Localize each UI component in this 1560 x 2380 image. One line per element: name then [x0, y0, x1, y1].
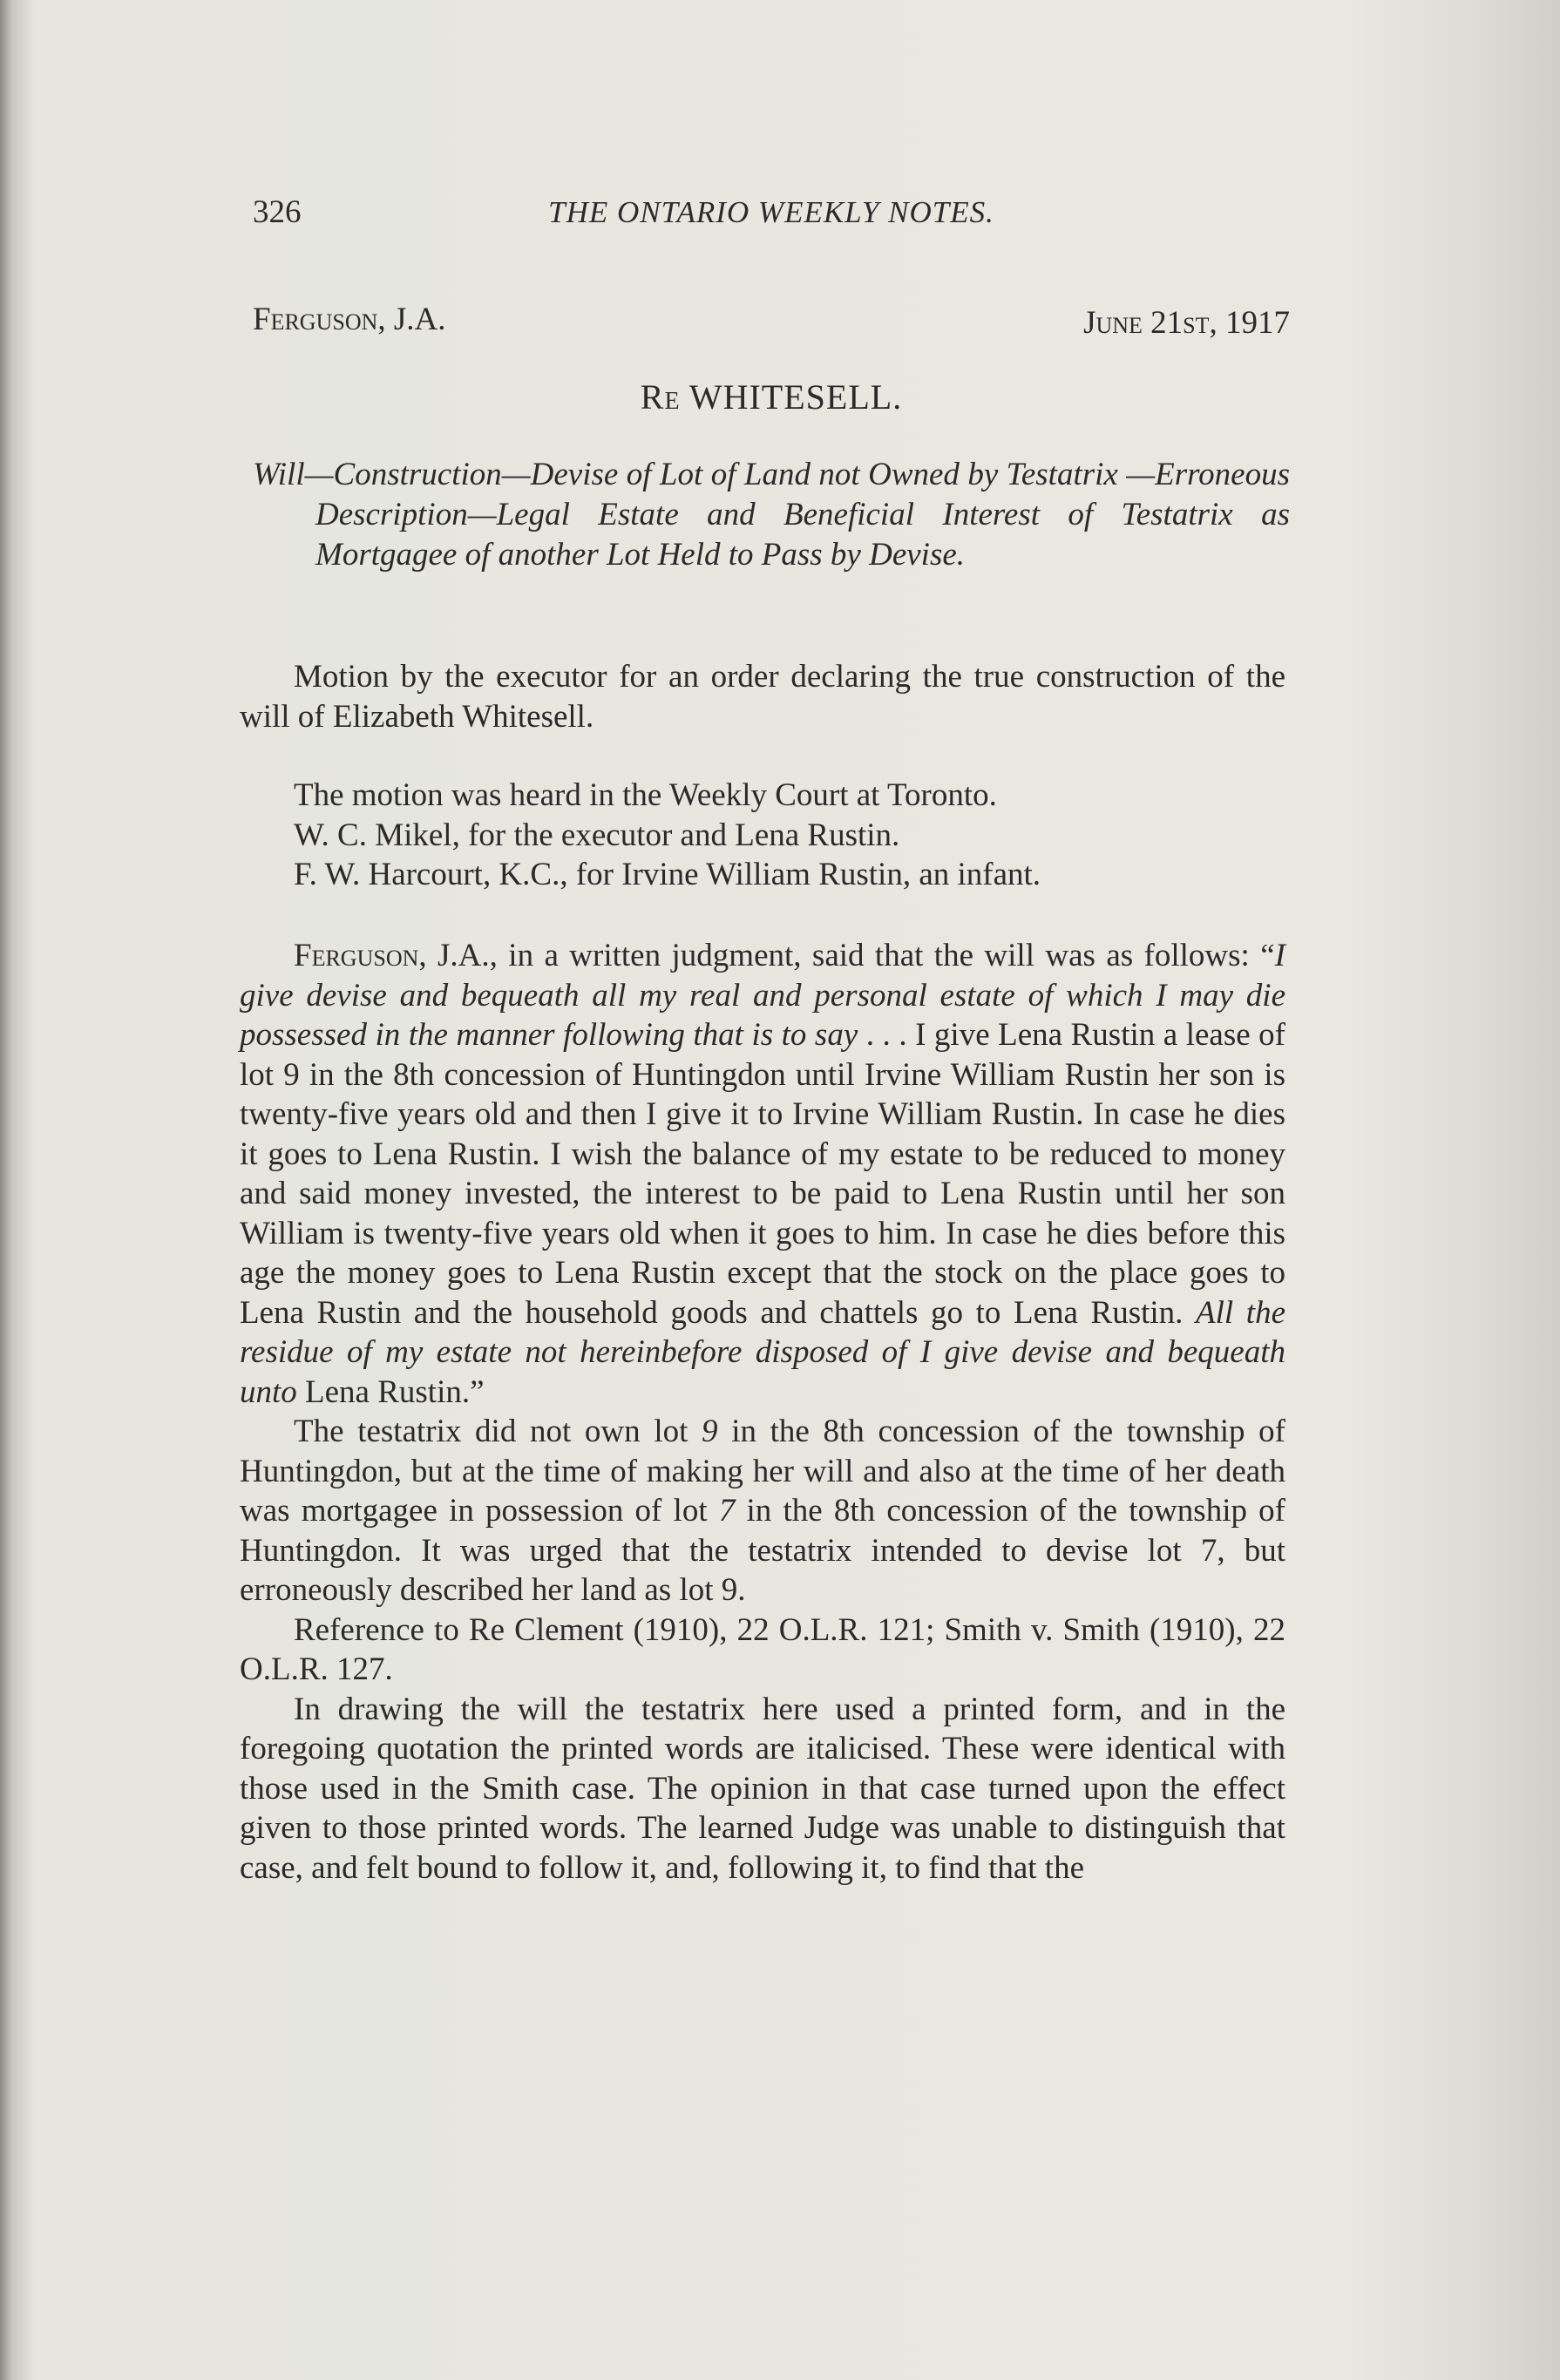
case-title-prefix: Re — [640, 377, 681, 417]
judgment-paragraph — [240, 1412, 1285, 1610]
motion-text: Motion by the executor for an order declaring the true construction of the will of Elizabeth Whitesell. — [240, 659, 1285, 735]
lot-number: 9 — [702, 1414, 718, 1449]
printed-form-text: I give devise and bequeath all my real and personal estate of which I may die possessed in the manner following that is to say — [240, 938, 1285, 1053]
decision-date: June 21st, 1917 — [1083, 305, 1290, 341]
motion-paragraph — [240, 657, 1285, 736]
headnote: Will—Construction—Devise of Lot of Land not Owned by Testatrix —Erroneous Description—Legal Estate and Beneficial Interest of Testatrix as Mortgagee of another Lot Held to Pass by Devise. — [253, 457, 1290, 573]
judgment-paragraph — [240, 936, 1285, 1412]
judgment-paragraph: Reference to Re Clement (1910), 22 O.L.R. 121; Smith v. Smith (1910), 22 O.L.R. 127. — [240, 1611, 1285, 1687]
will-text-end: Lena Rustin.” — [296, 1373, 485, 1410]
hearing-text: The motion was heard in the Weekly Court at Toronto. — [294, 777, 997, 813]
hearing-block — [240, 776, 1285, 895]
paragraph-text: The testatrix did not own lot — [294, 1414, 702, 1449]
will-text: . . . I give Lena Rustin a lease of lot 9 in the 8th concession of Huntingdon until Irvine William Rustin her son is twenty-five years old and then I give it to Irvine William Rustin. In case he dies it goes to Lena Rustin. I wish the balance of my estate to be reduced to money and said money invested, the interest to be paid to Lena Rustin until her son William is twenty-five years old when it goes to him. In case he dies before this age the money goes to Lena Rustin except that the stock on the place goes to Lena Rustin and the household goods and chattels go to Lena Rustin. — [240, 1017, 1286, 1331]
paragraph-text: in the 8th concession of the township of Huntingdon. It was urged that the testatrix intended to devise lot 7, but erroneously described her land as lot 9. — [240, 1493, 1285, 1608]
judge-name: Ferguson, J.A. — [253, 302, 446, 337]
printed-form-text: All the residue of my estate not hereinbefore disposed of I give devise and bequeath unto — [240, 1294, 1285, 1410]
case-title — [253, 376, 1290, 417]
page-header — [253, 193, 1290, 246]
page-number: 326 — [253, 194, 302, 230]
judgment-judge: Ferguson, J.A. — [294, 938, 490, 973]
judgment-paragraph: In drawing the will the testatrix here used a printed form, and in the foregoing quotation the printed words are italicised. These were identical with those used in the Smith case. The opinion in that case turned upon the effect given to those printed words. The learned Judge was unable to distinguish that case, and felt bound to follow it, and, following it, to find that the — [240, 1691, 1285, 1886]
counsel-line: W. C. Mikel, for the executor and Lena Rustin. — [294, 817, 900, 853]
paragraph-text: in the 8th concession of the township of Huntingdon, but at the time of making her will and also at the time of her death was mortgagee in possession of lot — [240, 1414, 1285, 1529]
counsel-line: F. W. Harcourt, K.C., for Irvine William Rustin, an infant. — [294, 857, 1041, 892]
lot-number: 7 — [718, 1493, 736, 1529]
running-title: THE ONTARIO WEEKLY NOTES. — [548, 195, 994, 229]
judgment-block — [240, 936, 1285, 1888]
judgment-intro: , in a written judgment, said that the will was as follows: “ — [489, 938, 1275, 973]
court-line — [253, 301, 1290, 344]
case-title-name: WHITESELL. — [688, 377, 903, 417]
